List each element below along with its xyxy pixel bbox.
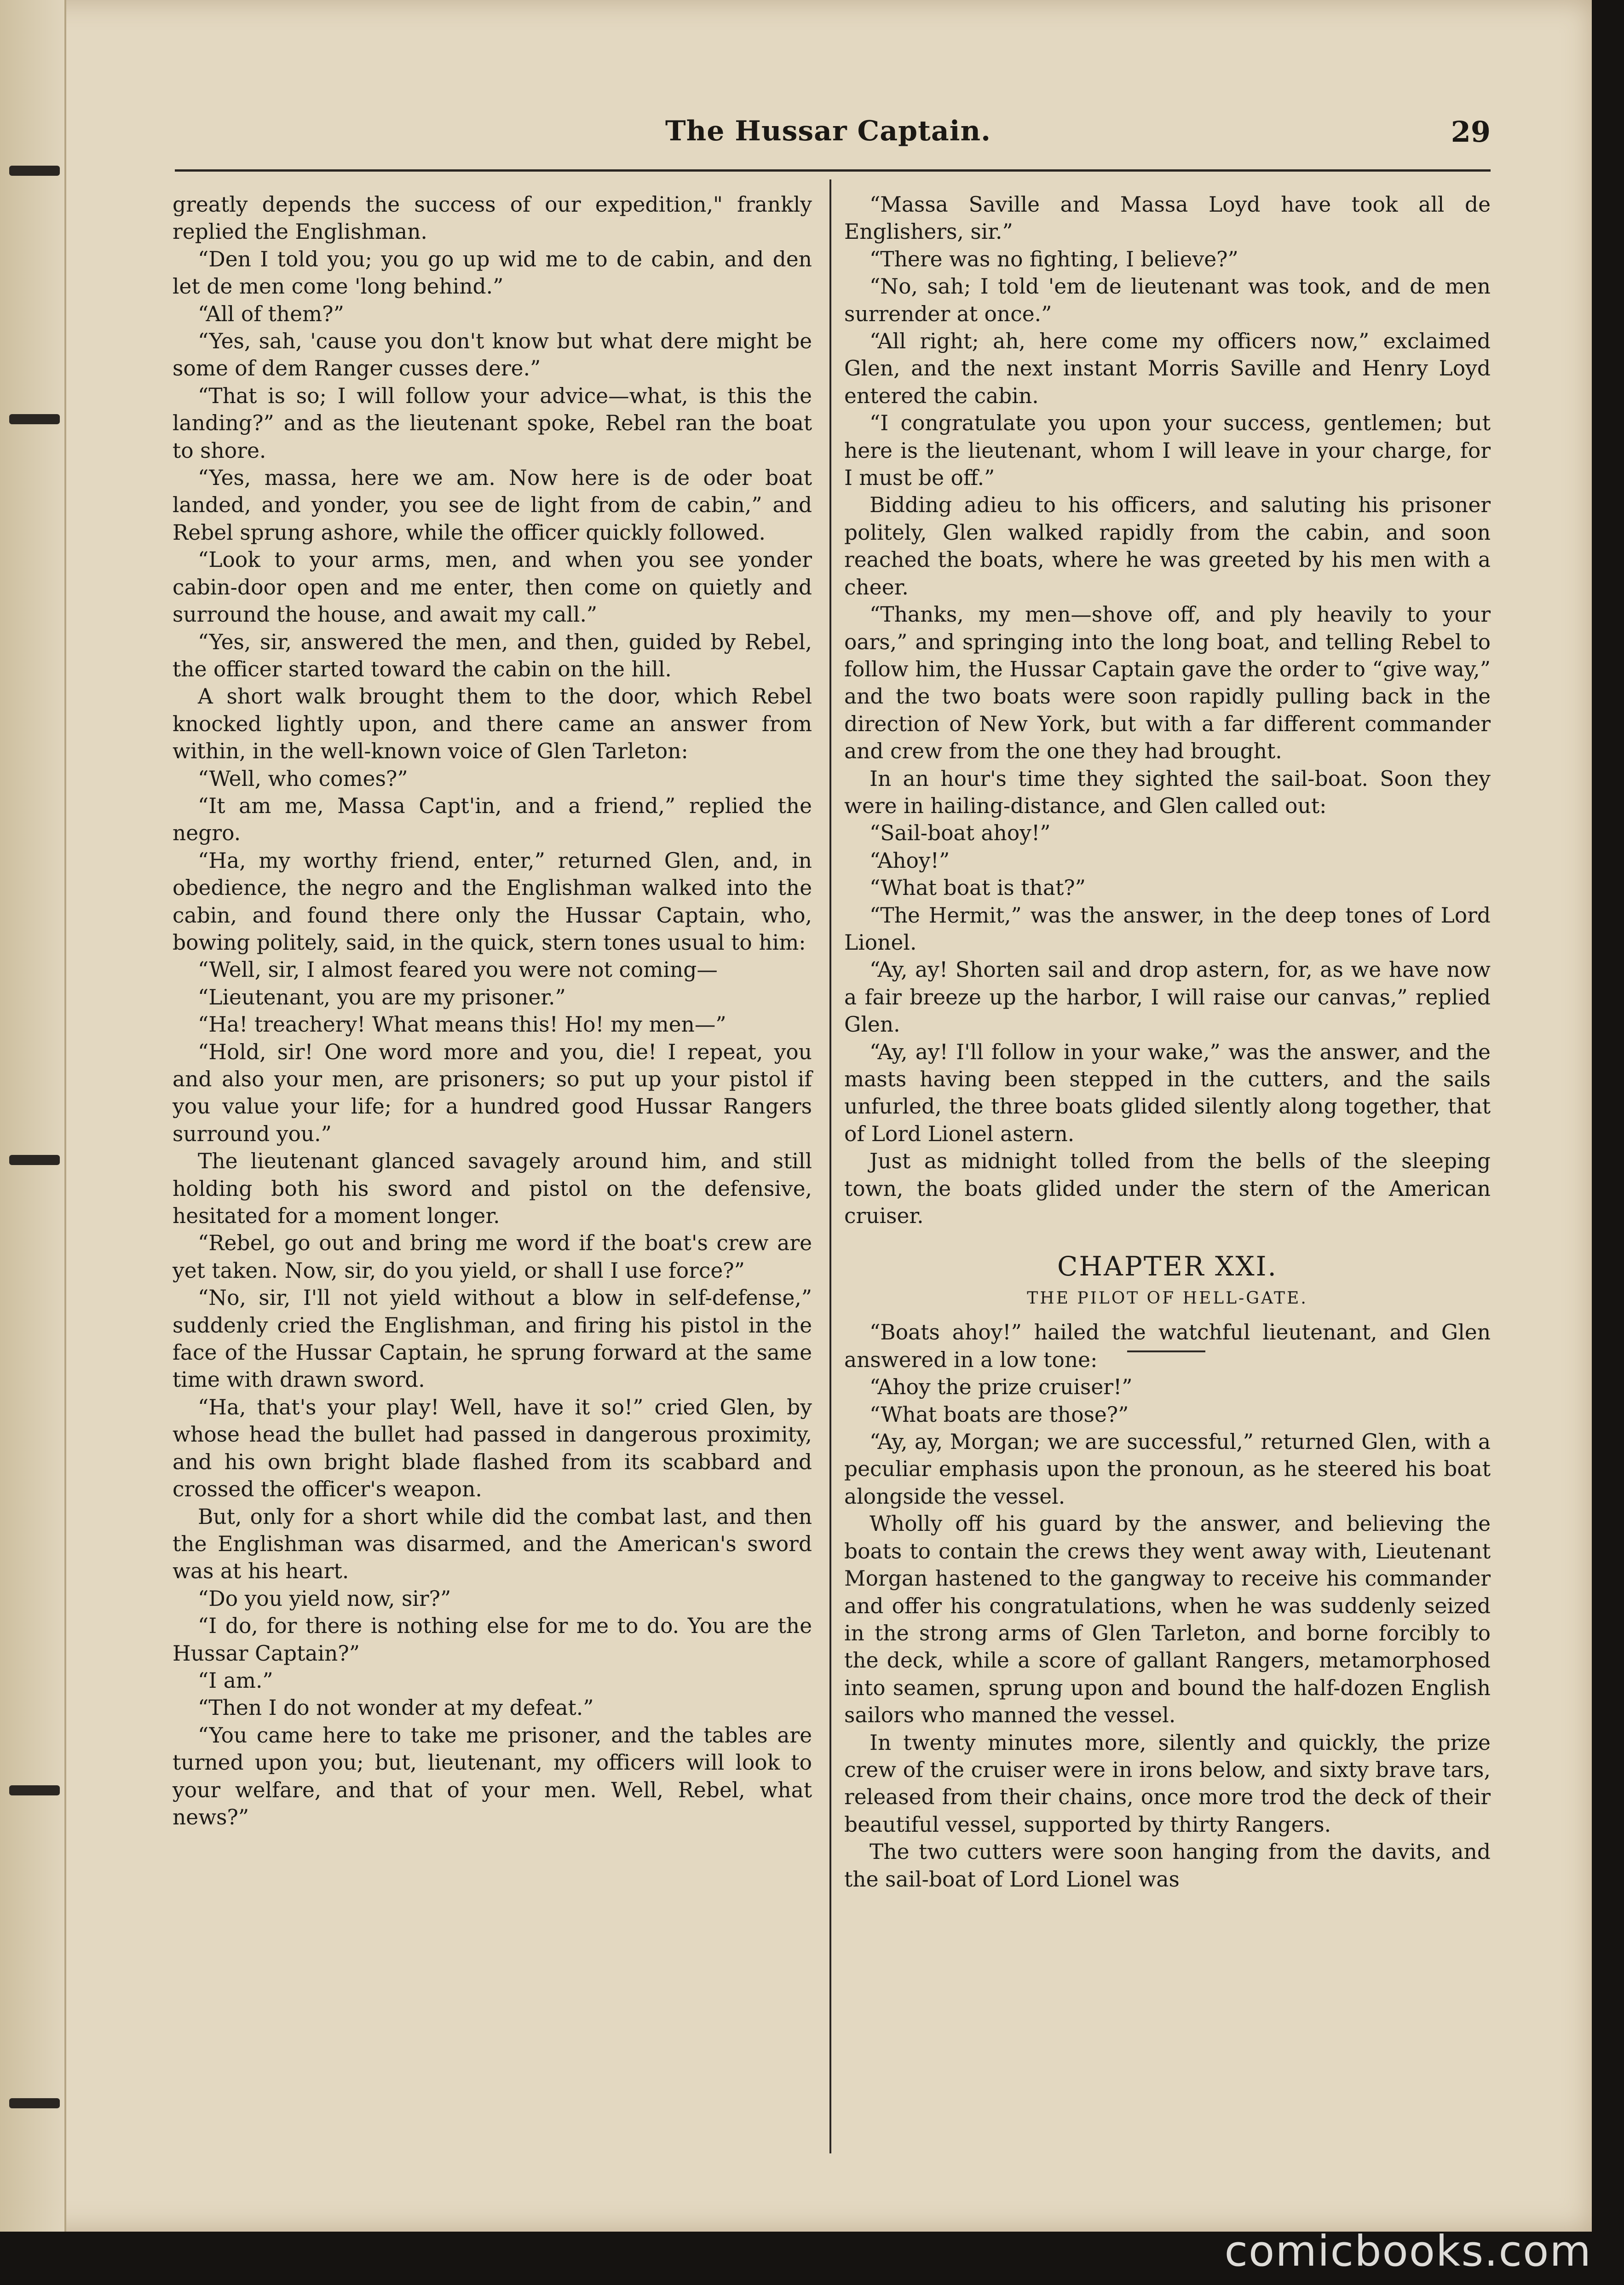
paragraph: “I congratulate you upon your success, gentlemen; but here is the lieutenant, whom I will leave in your charge, for I must be off.” xyxy=(844,411,1491,490)
paragraph: “What boats are those?” xyxy=(870,1402,1129,1427)
paragraph: But, only for a short while did the combat last, and then the Englishman was disarmed, and the American's sword was at his heart. xyxy=(173,1504,812,1584)
paragraph: “Ahoy the prize cruiser!” xyxy=(870,1375,1133,1400)
paragraph: “Sail-boat ahoy!” xyxy=(870,821,1051,846)
paragraph: “No, sir, I'll not yield without a blow in self-defense,” suddenly cried the Englishman, and firing his pistol in the face of the Hussar Captain, he sprung forward at the same time with drawn sword. xyxy=(173,1286,812,1392)
paragraph: “Then I do not wonder at my defeat.” xyxy=(198,1696,594,1720)
binding-strip xyxy=(0,0,66,2232)
paragraph: A short walk brought them to the door, which Rebel knocked lightly upon, and there came an answer from within, in the well-known voice of Glen Tarleton: xyxy=(173,684,812,764)
paragraph: “I am.” xyxy=(198,1668,273,1693)
page-number: 29 xyxy=(1451,115,1491,149)
column-divider xyxy=(829,179,831,2153)
paragraph: “It am me, Massa Capt'in, and a friend,” replied the negro. xyxy=(173,793,812,846)
paragraph: greatly depends the success of our expedition," frankly replied the Englishman. xyxy=(173,192,812,244)
paragraph: “All of them?” xyxy=(198,301,344,326)
left-column xyxy=(173,191,812,1831)
chapter-heading xyxy=(844,1248,1491,1312)
right-column xyxy=(844,191,1491,1893)
paragraph: In an hour's time they sighted the sail-boat. Soon they were in hailing-distance, and Glen called out: xyxy=(844,766,1491,818)
header-rule xyxy=(175,169,1491,172)
paragraph: Wholly off his guard by the answer, and believing the boats to contain the crews they went away with, Lieutenant Morgan hastened to the gangway to receive his commander and offer his congratulations, when he was suddenly seized in the strong arms of Glen Tarleton, and borne forcibly to the deck, while a score of gallant Rangers, metamorphosed into seamen, sprung upon and bound the half-dozen English sailors who manned the vessel. xyxy=(844,1512,1491,1728)
paragraph: “Ay, ay, Morgan; we are successful,” returned Glen, with a peculiar emphasis upon the pronoun, as he steered his boat alongside the vessel. xyxy=(844,1430,1491,1509)
paragraph: “Yes, massa, here we am. Now here is de oder boat landed, and yonder, you see de light from de cabin,” and Rebel sprung ashore, while the officer quickly followed. xyxy=(173,466,812,545)
paragraph: “Yes, sah, 'cause you don't know but what dere might be some of dem Ranger cusses dere.” xyxy=(173,329,812,381)
paragraph: “Ha, that's your play! Well, have it so!” cried Glen, by whose head the bullet had passed in dangerous proximity, and his own bright blade flashed from its scabbard and crossed the officer's weapon. xyxy=(173,1395,812,1502)
paragraph: “Den I told you; you go up wid me to de cabin, and den let de men come 'long behind.” xyxy=(173,247,812,299)
binding-stitch xyxy=(9,1155,60,1165)
paragraph: Just as midnight tolled from the bells of the sleeping town, the boats glided under the stern of the American cruiser. xyxy=(844,1149,1491,1229)
paragraph: “Hold, sir! One word more and you, die! I repeat, you and also your men, are prisoners; so put up your pistol if you value your life; for a hundred good Hussar Rangers surround you.” xyxy=(173,1039,812,1146)
paragraph: “Do you yield now, sir?” xyxy=(198,1586,451,1611)
binding-stitch xyxy=(9,414,60,424)
paragraph: The lieutenant glanced savagely around him, and still holding both his sword and pistol on the defensive, hesitated for a moment longer. xyxy=(173,1149,812,1229)
paragraph: “Ahoy!” xyxy=(870,848,950,873)
paragraph: “I do, for there is nothing else for me to do. You are the Hussar Captain?” xyxy=(173,1614,812,1666)
running-header xyxy=(166,115,1491,166)
paragraph: “Well, sir, I almost feared you were not coming— xyxy=(198,958,718,982)
binding-stitch xyxy=(9,166,60,176)
paragraph: “That is so; I will follow your advice—what, is this the landing?” and as the lieutenant spoke, Rebel ran the boat to shore. xyxy=(173,383,812,463)
paragraph: “Ay, ay! I'll follow in your wake,” was the answer, and the masts having been stepped in the cutters, and the sails unfurled, the three boats glided silently along together, that of Lord Lionel astern. xyxy=(844,1039,1491,1146)
running-title: The Hussar Captain. xyxy=(665,115,991,147)
watermark: comicbooks.com xyxy=(1224,2227,1592,2276)
paragraph: “Well, who comes?” xyxy=(198,766,408,791)
paragraph: “The Hermit,” was the answer, in the deep tones of Lord Lionel. xyxy=(844,903,1491,955)
paragraph: The two cutters were soon hanging from the davits, and the sail-boat of Lord Lionel was xyxy=(844,1840,1491,1892)
paragraph: “You came here to take me prisoner, and the tables are turned upon you; but, lieutenant, my officers will look to your welfare, and that of your men. Well, Rebel, what news?” xyxy=(173,1723,812,1829)
paragraph: “Ha! treachery! What means this! Ho! my men—” xyxy=(198,1012,726,1037)
paragraph: “What boat is that?” xyxy=(870,876,1086,900)
paragraph: “Ha, my worthy friend, enter,” returned Glen, and, in obedience, the negro and the Englishman walked into the cabin, and found there only the Hussar Captain, who, bowing politely, said, in the quick, stern tones usual to him: xyxy=(173,848,812,955)
paragraph: “Lieutenant, you are my prisoner.” xyxy=(198,985,566,1010)
paragraph: “Yes, sir, answered the men, and then, guided by Rebel, the officer started toward the cabin on the hill. xyxy=(173,629,812,681)
paragraph: “Massa Saville and Massa Loyd have took all de Englishers, sir.” xyxy=(844,192,1491,244)
paragraph: In twenty minutes more, silently and quickly, the prize crew of the cruiser were in irons below, and sixty brave tars, released from their chains, once more trod the deck of their beautiful vessel, supported by thirty Rangers. xyxy=(844,1730,1491,1837)
paragraph: “Rebel, go out and bring me word if the boat's crew are yet taken. Now, sir, do you yield, or shall I use force?” xyxy=(173,1231,812,1283)
paragraph: “Look to your arms, men, and when you see yonder cabin-door open and me enter, then come on quietly and surround the house, and await my call.” xyxy=(173,548,812,627)
paragraph: Bidding adieu to his officers, and saluting his prisoner politely, Glen walked rapidly from the cabin, and soon reached the boats, where he was greeted by his men with a cheer. xyxy=(844,493,1491,600)
chapter-subtitle: THE PILOT OF HELL-GATE. xyxy=(1027,1289,1308,1308)
chapter-rule xyxy=(1127,1350,1205,1352)
paragraph: “Boats ahoy!” hailed the watchful lieutenant, and Glen answered in a low tone: xyxy=(844,1320,1491,1372)
binding-stitch xyxy=(9,2098,60,2108)
paragraph: “There was no fighting, I believe?” xyxy=(870,247,1238,271)
paragraph: “Thanks, my men—shove off, and ply heavily to your oars,” and springing into the long boat, and telling Rebel to follow him, the Hussar Captain gave the order to “give way,” and the two boats were soon rapidly pulling back in the direction of New York, but with a far different commander and crew from the one they had brought. xyxy=(844,602,1491,764)
chapter-title: CHAPTER XXI. xyxy=(1057,1251,1278,1282)
paragraph: “Ay, ay! Shorten sail and drop astern, for, as we have now a fair breeze up the harbor, I will raise our canvas,” replied Glen. xyxy=(844,958,1491,1037)
paragraph: “All right; ah, here come my officers now,” exclaimed Glen, and the next instant Morris Saville and Henry Loyd entered the cabin. xyxy=(844,329,1491,408)
binding-stitch xyxy=(9,1785,60,1795)
paragraph: “No, sah; I told 'em de lieutenant was took, and de men surrender at once.” xyxy=(844,274,1491,326)
